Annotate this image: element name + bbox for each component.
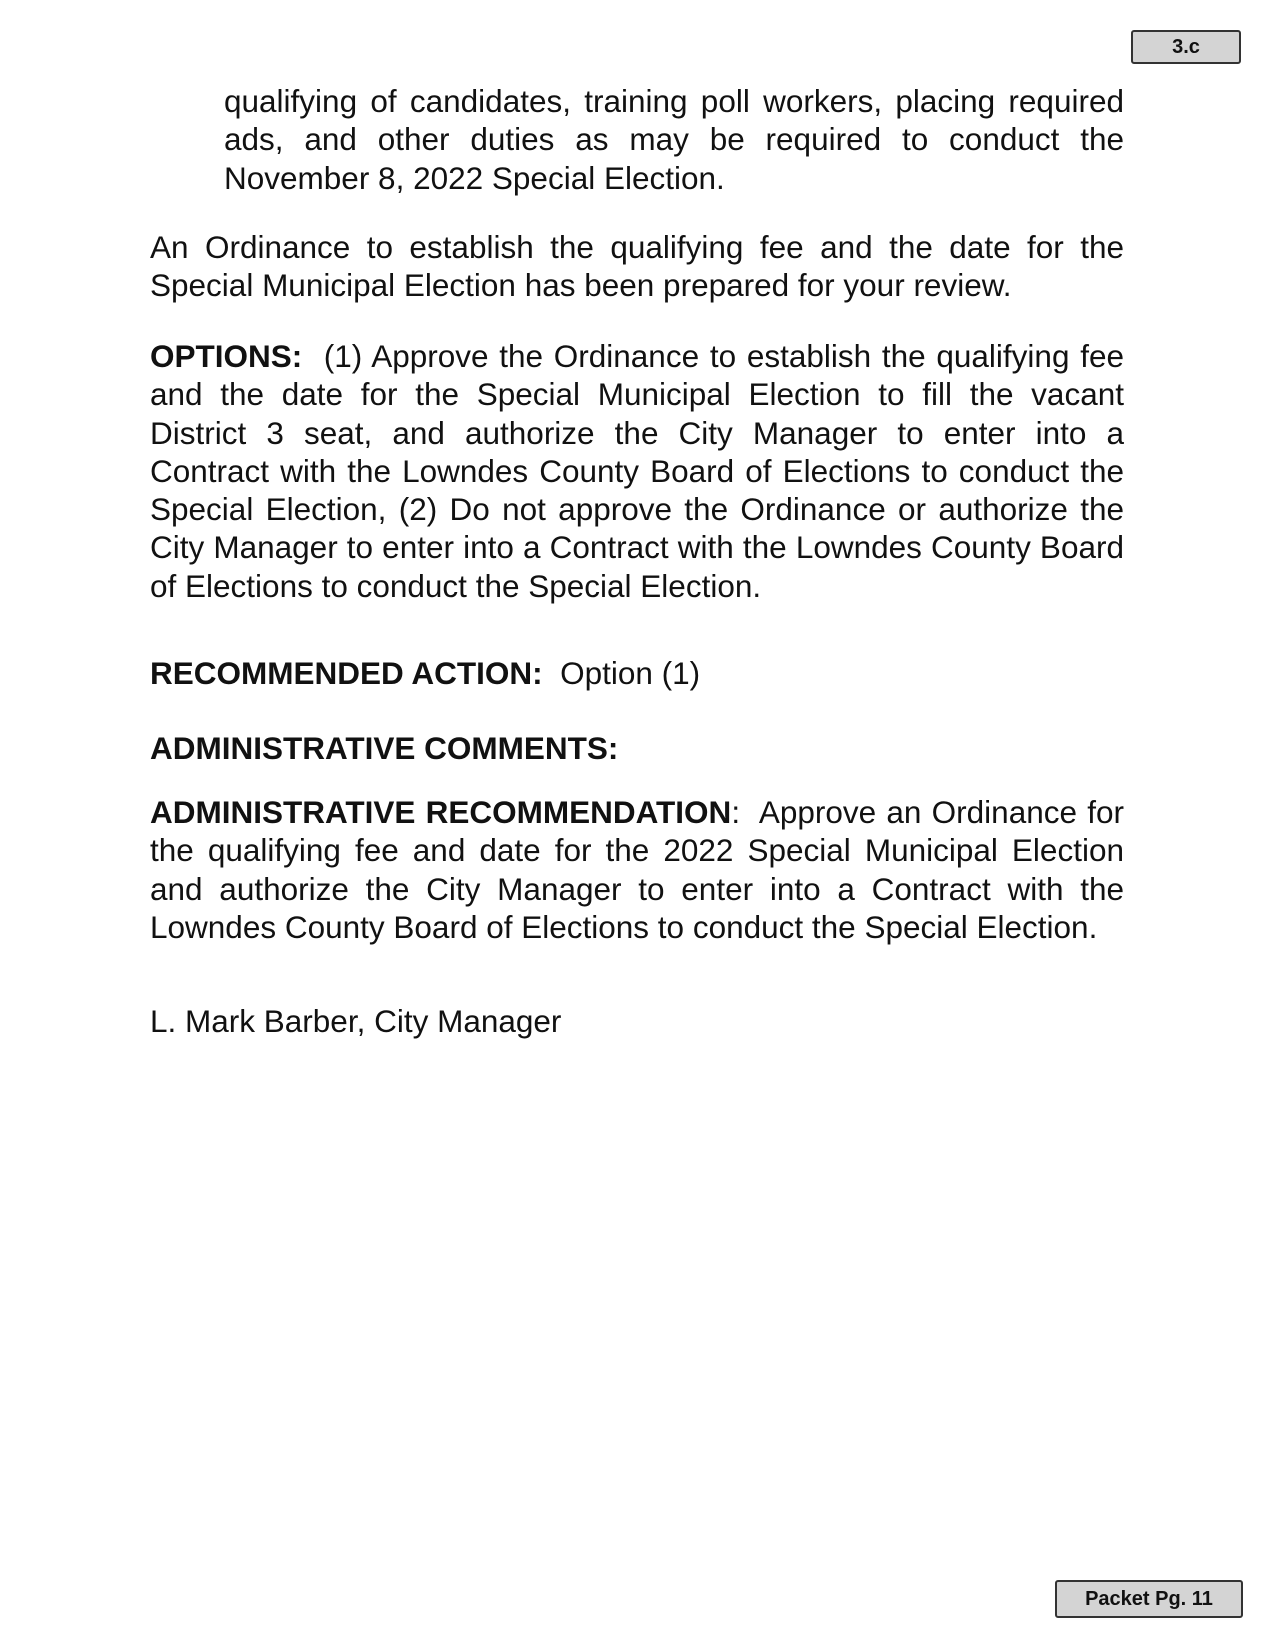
options-text: (1) Approve the Ordinance to establish the qualifying fee and the date for the Special Municipal Election to fill the vacant District 3 seat, and authorize the City Manager to enter into a Contract with the Lowndes County Board of Elections to conduct the Special Election, (2) Do not approve the Ordinance or authorize the City Manager to enter into a Contract with the Lowndes County Board of Elections to conduct the Special Election. [150, 338, 1124, 604]
continuation-paragraph: qualifying of candidates, training poll workers, placing required ads, and other duties as may be required to conduct the November 8, 2022 Special Election. [224, 83, 1124, 196]
attachment-tag: 3.c [1131, 30, 1241, 64]
administrative-recommendation-colon: : [731, 794, 741, 830]
administrative-recommendation-text: Approve an Ordinance for the qualifying fee and date for the 2022 Special Municipal Election and authorize the City Manager to enter into a Contract with the Lowndes County Board of Elections to conduct the Special Election. [150, 794, 1125, 945]
ordinance-intro-paragraph: An Ordinance to establish the qualifying fee and the date for the Special Municipal Election has been prepared for your review. [150, 229, 1124, 304]
administrative-comments-label: ADMINISTRATIVE COMMENTS: [150, 730, 619, 766]
recommended-action-paragraph [150, 654, 1124, 692]
administrative-recommendation-label: ADMINISTRATIVE RECOMMENDATION [150, 794, 732, 830]
options-label: OPTIONS: [150, 338, 303, 374]
administrative-recommendation-paragraph [150, 793, 1124, 946]
signature-line: L. Mark Barber, City Manager [150, 1003, 562, 1039]
recommended-action-text: Option (1) [560, 655, 701, 691]
options-paragraph [150, 337, 1124, 605]
administrative-comments-heading [150, 729, 1124, 767]
packet-page-number: Packet Pg. 11 [1055, 1580, 1243, 1618]
recommended-action-label: RECOMMENDED ACTION: [150, 655, 543, 691]
